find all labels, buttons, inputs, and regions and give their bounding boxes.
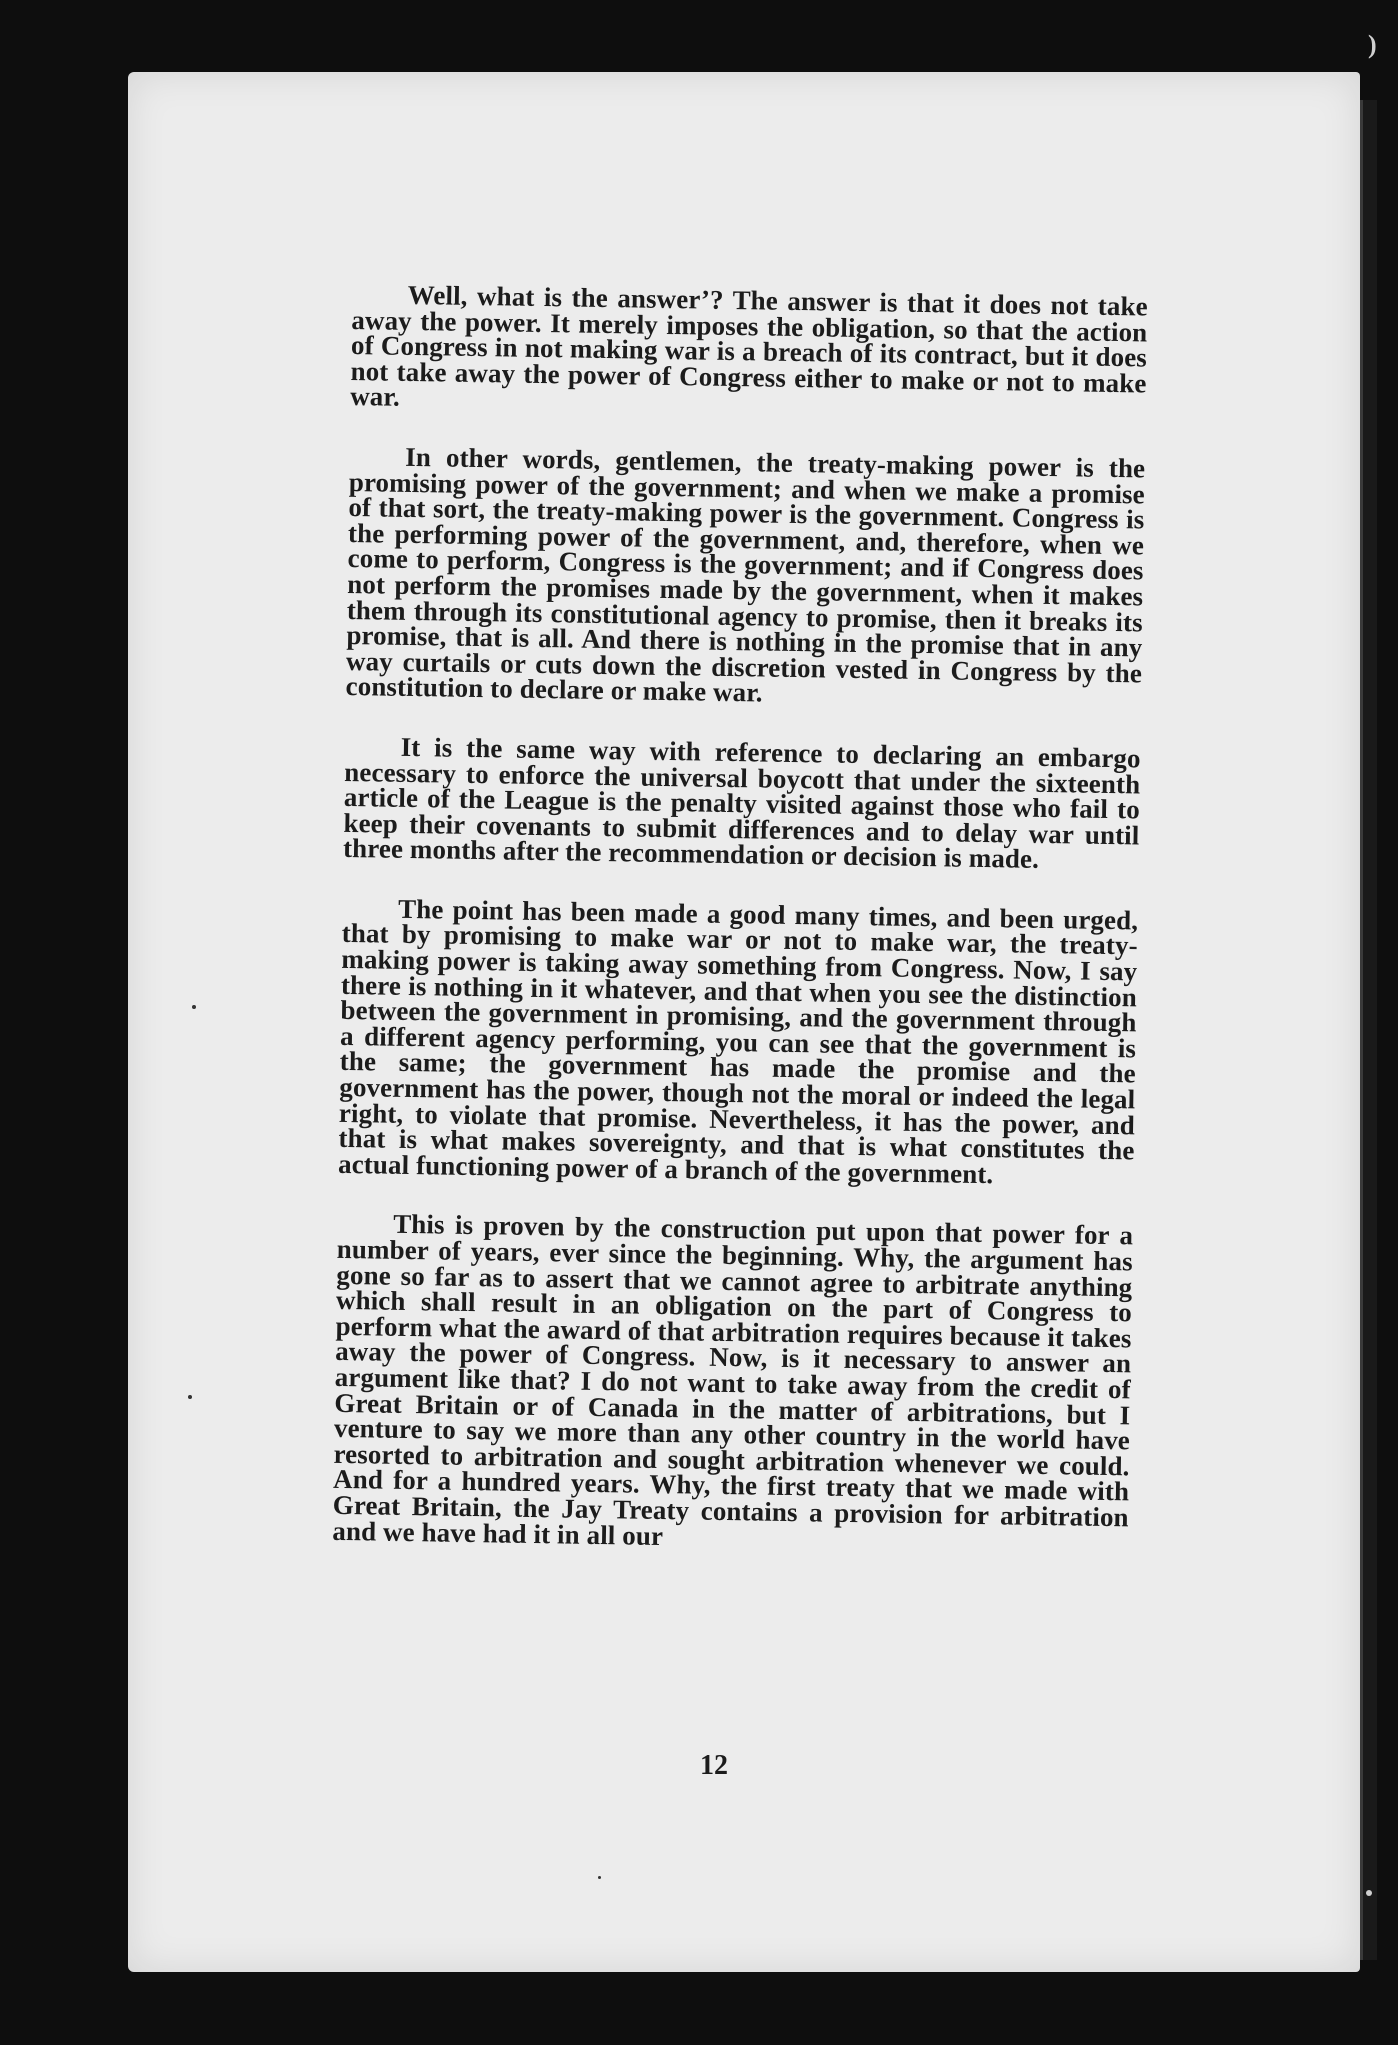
scan-speck: [188, 1395, 192, 1399]
page-edge-shadow: [1360, 100, 1377, 1960]
paragraph-4: The point has been made a good many times, and been urged, that by promising to make war or not to make war, the treaty-making power is taking away something from Congress. Now, I say there is nothing in it whatever, and that when you see the distinction between the government in promising, and the government through a different agency performing, you can see that the government is the same; the government has made the promise and the government has the power, though not the moral or indeed the legal right, to violate that promise. Nevertheless, it has the power, and that is what makes sovereignty, and that is what constitutes the actual functioning power of a branch of the government.: [337, 893, 1139, 1189]
paragraph-2: In other words, gentlemen, the treaty-making power is the promising power of the government; and when we make a promise of that sort, the treaty-making power is the government. Congress is the performing power of the government, and, therefore, when we come to perform, Congress is the government; and if Congress does not perform the promises made by the government, when it makes them through its constitutional agency to promise, then it breaks its promise, that is all. And there is nothing in the promise that in any way curtails or cuts down the discretion vested in Congress by the constitution to declare or make war.: [345, 441, 1146, 708]
paragraph-3: It is the same way with reference to declaring an embargo necessary to enforce the universal boycott that under the sixteenth article of the League is the penalty visited against those who fail to keep their covenants to submit differences and to delay war until three months after the recommendation or decision is made.: [342, 731, 1141, 875]
scan-speck: [598, 1876, 601, 1879]
scan-speck: [192, 1005, 196, 1009]
body-text: [332, 279, 1148, 1590]
page-number: 12: [700, 1750, 728, 1781]
paragraph-5: This is proven by the construction put upon that power for a number of years, ever since the beginning. Why, the argument has gone so far as to assert that we cannot agree to arbitrate anything which shall result in an obligation on the part of Congress to perform what the award of that arbitration requires because it takes away the power of Congress. Now, is it necessary to answer an argument like that? I do not want to take away from the credit of Great Britain or of Canada in the matter of arbitrations, but I venture to say we more than any other country in the world have resorted to arbitration and sought arbitration whenever we could. And for a hundred years. Why, the first treaty that we made with Great Britain, the Jay Treaty contains a provision for arbitration and we have had it in all our: [332, 1209, 1134, 1551]
corner-mark: ): [1368, 30, 1377, 59]
paragraph-1: Well, what is the answer’? The answer is that it does not take away the power. It merely imposes the obligation, so that the action of Congress in not making war is a breach of its contract, but it does not take away the power of Congress either to make or not to make war.: [349, 279, 1148, 413]
scan-speck: [1366, 1890, 1372, 1896]
